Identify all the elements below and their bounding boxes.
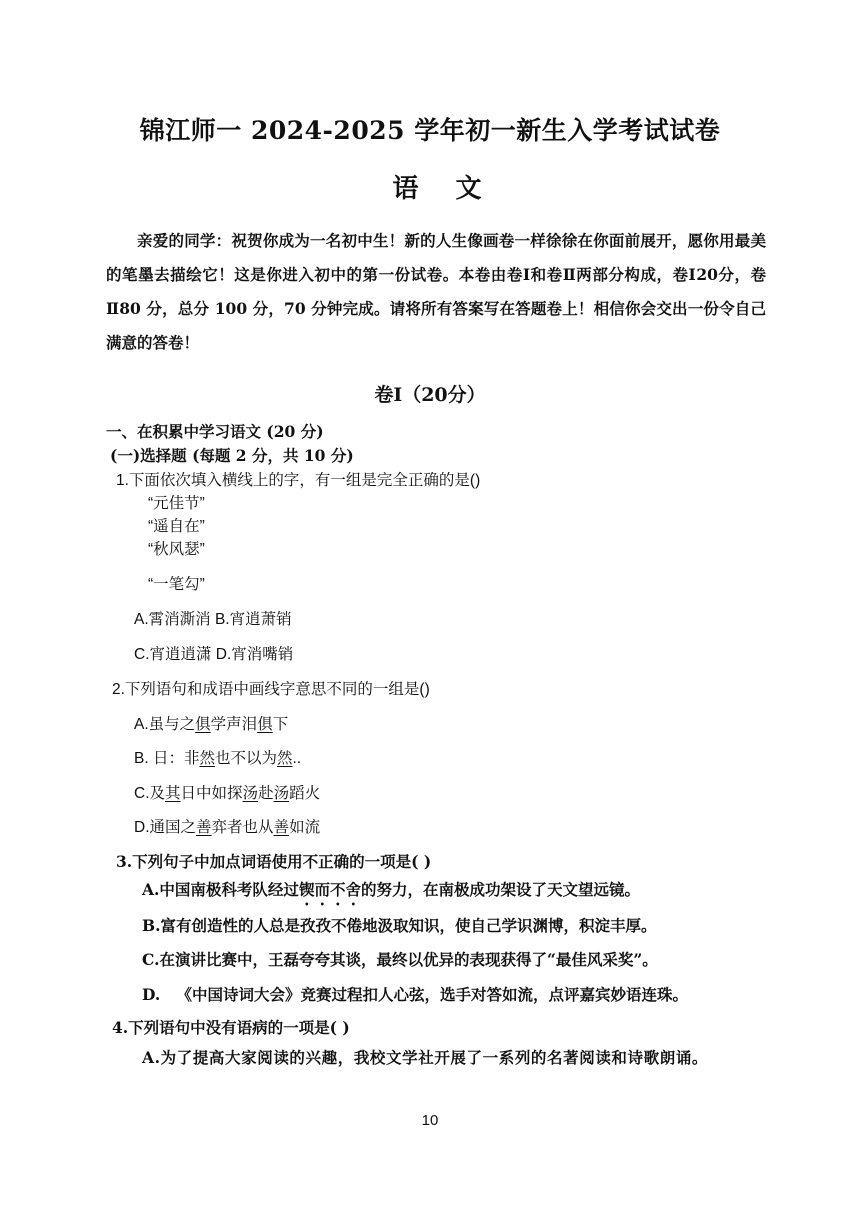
q2-stem: 2.下列语句和成语中画线字意思不同的一组是() xyxy=(112,681,430,698)
q2-option-b xyxy=(134,746,301,768)
underlined-char: 然 xyxy=(199,750,215,767)
underlined-char: 汤 xyxy=(273,785,290,802)
q3-option-b: B.富有创造性的人总是孜孜不倦地汲取知识，使自己学识渊博，积淀丰厚。 xyxy=(142,916,657,935)
text-segment: 学声泪 xyxy=(210,716,258,733)
q1-item-1: “元佳节” xyxy=(148,495,205,512)
underlined-char: 俱 xyxy=(257,716,273,733)
underlined-char: 俱 xyxy=(195,716,211,733)
text-segment: 弈者也从 xyxy=(211,819,274,836)
exam-title: 锦江师一 2024-2025 学年初一新生入学考试试卷 xyxy=(139,116,721,145)
subject-title: 语 文 xyxy=(392,174,496,204)
text-segment: .. xyxy=(292,750,302,767)
text-segment: 下 xyxy=(272,716,289,733)
q1-stem: 1.下面依次填入横线上的字，有一组是完全正确的是() xyxy=(116,472,481,489)
section-title: 卷Ⅰ（20分） xyxy=(374,384,486,406)
text-segment: 蹈火 xyxy=(289,785,321,802)
q3-option-c: C.在演讲比赛中，王磊夸夸其谈，最终以优异的表现获得了“最佳风采奖”。 xyxy=(142,950,658,969)
underlined-char: 善 xyxy=(273,819,290,836)
underlined-char: 其 xyxy=(165,785,181,802)
q4-stem: 4.下列语句中没有语病的一项是( ) xyxy=(112,1018,350,1037)
q3-stem: 3.下列句子中加点词语使用不正确的一项是( ) xyxy=(116,852,432,871)
q1-options-ab: A.霄消澌消 B.宵逍萧销 xyxy=(134,611,292,628)
text-segment: A.虽与之 xyxy=(134,716,196,733)
q1-options-cd: C.宵逍逍潇 D.宵消嘴销 xyxy=(134,646,294,663)
underlined-char: 汤 xyxy=(242,785,259,802)
text-segment: D.通国之 xyxy=(134,819,197,836)
q2-option-c xyxy=(134,781,320,803)
subpart-heading: (一)选择题 (每题 2 分，共 10 分) xyxy=(110,446,354,465)
text-segment: B. 日：非 xyxy=(134,750,200,767)
q4-option-a: A.为了提高大家阅读的兴趣，我校文学社开展了一系列的名著阅读和诗歌朗诵。 xyxy=(142,1048,709,1067)
page-number: 10 xyxy=(421,1112,439,1129)
q2-option-a xyxy=(134,712,288,734)
text-segment: 赴 xyxy=(258,785,274,802)
underlined-char: 善 xyxy=(196,819,212,836)
q3-option-d: D. 《中国诗词大会》竞赛过程扣人心弦，选手对答如流，点评嘉宾妙语连珠。 xyxy=(142,985,688,1004)
text-segment: 日中如探 xyxy=(180,785,243,802)
dotted-phrase: 锲而不舍 xyxy=(298,880,361,899)
q1-item-4: “一笔勾” xyxy=(148,576,205,593)
q3-option-a xyxy=(142,878,640,909)
text-segment: C.及 xyxy=(134,785,166,802)
q1-item-2: “遥自在” xyxy=(148,518,205,535)
text-segment: A.中国南极科考队经过 xyxy=(142,880,299,899)
intro-paragraph xyxy=(106,224,766,360)
text-segment: 也不以为 xyxy=(214,750,277,767)
q1-item-3: “秋风瑟” xyxy=(148,541,205,558)
text-segment: 如流 xyxy=(289,819,321,836)
q2-option-d xyxy=(134,815,320,837)
underlined-char: 然 xyxy=(276,750,293,767)
text-segment: 的努力，在南极成功架设了天文望远镜。 xyxy=(360,880,640,899)
part-heading: 一、在积累中学习语文 (20 分) xyxy=(106,422,324,441)
intro-text: 亲爱的同学：祝贺你成为一名初中生！新的人生像画卷一样徐徐在你面前展开，愿你用最美的笔墨去描绘它！这是你进入初中的第一份试卷。本卷由卷Ⅰ和卷Ⅱ两部分构成，卷Ⅰ20分，卷Ⅱ80 分，总分 100 分，70 分钟完成。请将所有答案写在答题卷上！相信你会交出一份令自己满意的答卷！ xyxy=(106,231,766,352)
